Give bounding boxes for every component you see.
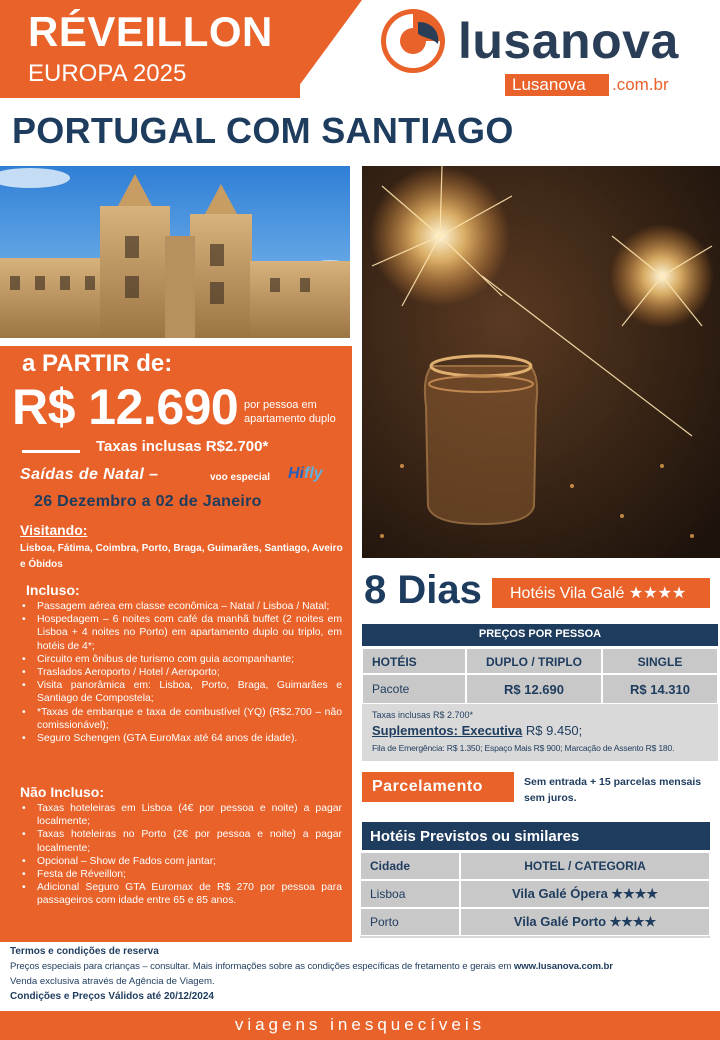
hotels-chip-label: Hotéis Vila Galé ★★★★: [510, 585, 687, 602]
list-item: • Taxas hoteleiras em Lisboa (4€ por pessoa e noite) a pagar localmente;: [20, 802, 342, 828]
extras-note: Fila de Emergência: R$ 1.350; Espaço Mais R$ 900; Marcação de Assento R$ 180.: [372, 743, 675, 753]
prices-table-title: PREÇOS POR PESSOA: [478, 628, 602, 640]
hifly-logo: [288, 465, 323, 483]
divider: [22, 450, 80, 453]
taxes-note: Taxas inclusas R$2.700*: [96, 438, 269, 455]
installments-label: Parcelamento: [372, 778, 483, 795]
list-item: • Festa de Réveillon;: [20, 868, 342, 881]
not-included-heading: Não Incluso:: [20, 784, 105, 800]
slogan: viagens inesquecíveis: [234, 1015, 486, 1034]
list-item: • Taxas hoteleiras no Porto (2€ por pessoa e noite) a pagar localmente;: [20, 828, 342, 854]
row-label-package: Pacote: [372, 682, 410, 696]
cathedral-photo: [0, 166, 350, 338]
table-row-city: Porto: [370, 915, 399, 929]
list-item: • Visita panorâmica em: Lisboa, Porto, Braga, Guimarães e Santiago de Compostela;: [20, 679, 342, 705]
column-header-city: Cidade: [370, 859, 411, 873]
price-from-label: a PARTIR de:: [22, 350, 173, 377]
table-row-city: Lisboa: [370, 887, 406, 901]
lusanova-logo-icon: [380, 8, 446, 74]
travel-dates: 26 Dezembro a 02 de Janeiro: [34, 493, 262, 510]
terms-line-2: Venda exclusiva através de Agência de Viagem.: [10, 976, 215, 987]
supplement-value: R$ 9.450;: [522, 723, 583, 738]
table-row-hotel: Vila Galé Ópera ★★★★: [511, 886, 659, 901]
supplements: [372, 723, 582, 738]
header-title: RÉVEILLON: [28, 8, 273, 55]
page-title: PORTUGAL COM SANTIAGO: [12, 110, 514, 151]
list-item: • *Taxas de embarque e taxa de combustível (YQ) (R$2.700 – não comissionável);: [20, 706, 342, 732]
price-note: por pessoa em apartamento duplo: [244, 399, 336, 425]
validity-note: Condições e Preços Válidos até 20/12/2024: [10, 991, 214, 1002]
website-link[interactable]: www.lusanova.com.br: [513, 961, 613, 972]
price-double: R$ 12.690: [504, 682, 564, 697]
sparklers-photo: [362, 166, 720, 558]
not-included-list: [20, 802, 342, 908]
airline-logo-part2: fly: [304, 465, 323, 482]
included-heading: Incluso:: [26, 582, 80, 598]
departures-label: Saídas de Natal –: [20, 466, 159, 483]
column-header-double: DUPLO / TRIPLO: [486, 655, 582, 669]
price-value: R$ 12.690: [12, 379, 239, 435]
header-banner-tip: [290, 0, 362, 98]
included-list: [20, 600, 342, 745]
terms-text: Preços especiais para crianças – consultar. Mais informações sobre as condições específicas de fretamento e gerais em: [10, 961, 514, 972]
column-header-single: SINGLE: [637, 655, 683, 669]
column-header-hotel: HOTEL / CATEGORIA: [524, 859, 646, 873]
list-item: • Seguro Schengen (GTA EuroMax até 64 anos de idade).: [20, 732, 342, 745]
header-subtitle: EUROPA 2025: [28, 60, 187, 87]
brand-wordmark: lusanova: [458, 13, 679, 69]
visiting-cities: Lisboa, Fátima, Coimbra, Porto, Braga, Guimarães, Santiago, Aveiro e Óbidos: [20, 543, 343, 570]
list-item: • Circuito em ônibus de turismo com guia acompanhante;: [20, 653, 342, 666]
price-single: R$ 14.310: [630, 682, 690, 697]
list-item: • Hospedagem – 6 noites com café da manhã buffet (2 noites em Lisboa + 4 noites no Porto) em apartamento duplo ou triplo, em hotéis de 4*;: [20, 613, 342, 653]
visiting-heading: Visitando:: [20, 522, 88, 538]
hotels-table-title: Hotéis Previstos ou similares: [370, 828, 580, 845]
table-row-hotel: Vila Galé Porto ★★★★: [513, 914, 657, 929]
trip-duration: 8 Dias: [364, 568, 482, 612]
list-item: • Adicional Seguro GTA Euromax de R$ 270 por pessoa para passageiros com idade entre 65 e 85 anos.: [20, 881, 342, 907]
terms-line-1: [10, 961, 613, 972]
site-domain[interactable]: .com.br: [612, 75, 669, 94]
list-item: • Opcional – Show de Fados com jantar;: [20, 855, 342, 868]
list-item: • Passagem aérea em classe econômica – Natal / Lisboa / Natal;: [20, 600, 342, 613]
list-item: • Traslados Aeroporto / Hotel / Aeroporto;: [20, 666, 342, 679]
flight-note: voo especial: [210, 472, 271, 483]
supplement-label: Suplementos: Executiva: [372, 723, 523, 738]
prices-taxes-note: Taxas inclusas R$ 2.700*: [372, 710, 474, 720]
installments-note: Sem entrada + 15 parcelas mensais sem juros.: [524, 776, 702, 804]
terms-title: Termos e condições de reserva: [10, 946, 159, 957]
column-header-hotels: HOTÉIS: [372, 655, 417, 669]
airline-logo-part1: Hi: [288, 465, 304, 482]
site-name[interactable]: Lusanova: [512, 75, 586, 94]
